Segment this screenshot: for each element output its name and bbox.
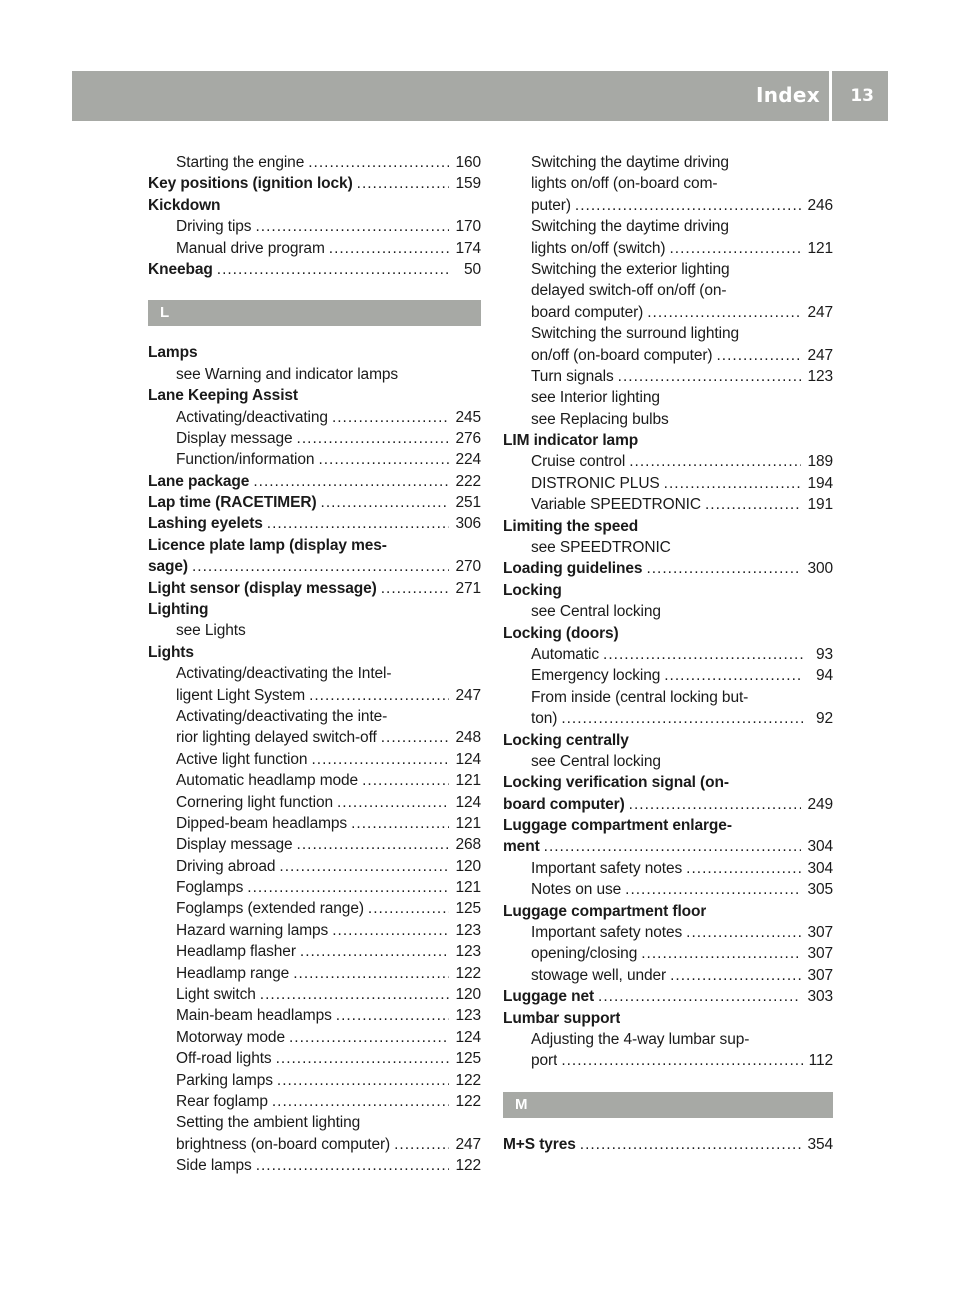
page-reference[interactable]: 246 [807,196,833,214]
entry-label: Headlamp range [176,964,290,982]
index-entry [148,342,481,363]
page-reference[interactable]: 303 [807,988,833,1006]
index-subentry[interactable] [148,238,481,259]
entry-label: Turn signals [531,367,614,385]
page-reference[interactable]: 120 [455,857,481,875]
entry-label: Limiting the speed [503,517,639,535]
entry-label: Emergency locking [531,667,661,685]
index-section-header: L [148,300,481,326]
entry-label: rior lighting delayed switch-off [176,729,377,747]
index-subentry[interactable] [503,665,833,686]
index-subentry [503,537,833,558]
page-reference[interactable]: 304 [807,838,833,856]
page-reference[interactable]: 121 [807,239,833,257]
dot-leader [308,152,449,173]
dot-leader [192,556,449,577]
entry-label: Luggage net [503,988,595,1006]
page-reference[interactable]: 123 [455,921,481,939]
page-reference[interactable]: 270 [455,558,481,576]
entry-label: Switching the daytime driving [531,218,729,236]
dot-leader [647,302,801,323]
dot-leader [332,920,449,941]
index-subentry [503,687,833,708]
page-reference[interactable]: 122 [455,1157,481,1175]
dot-leader [686,858,801,879]
dot-leader [293,963,449,984]
index-subentry[interactable] [503,858,833,879]
dot-leader [318,449,449,470]
page-reference[interactable]: 247 [807,303,833,321]
entry-label: see SPEEDTRONIC [531,539,671,557]
entry-label: Locking (doors) [503,624,619,642]
index-column-left [148,152,481,1177]
index-entry[interactable] [503,794,833,815]
index-subentry[interactable] [503,238,833,259]
page-reference[interactable]: 268 [455,836,481,854]
index-subentry[interactable] [148,449,481,470]
entry-label: Lamps [148,344,198,362]
index-subentry [503,173,833,194]
dot-leader [544,836,802,857]
dot-leader [279,856,449,877]
entry-label: Light switch [176,986,256,1004]
dot-leader [362,770,449,791]
index-entry[interactable] [503,558,833,579]
dot-leader [580,1134,802,1155]
page-reference[interactable]: 122 [455,1093,481,1110]
dot-leader [311,749,449,770]
page-reference[interactable]: 247 [455,686,481,704]
entry-label: Loading guidelines [503,560,643,578]
page-reference[interactable]: 307 [807,945,833,963]
dot-leader [247,877,449,898]
entry-label: Setting the ambient lighting [176,1114,361,1132]
entry-label: Lap time (RACETIMER) [148,494,317,512]
page-reference[interactable]: 306 [455,515,481,533]
index-subentry[interactable] [148,727,481,748]
entry-label: Manual drive program [176,239,325,257]
index-subentry [148,364,481,385]
page-reference[interactable]: 354 [807,1135,833,1153]
page-reference[interactable]: 120 [455,986,481,1004]
index-subentry[interactable] [148,1091,481,1112]
entry-label: Important safety notes [531,924,683,942]
entry-label: lights on/off (switch) [531,239,666,257]
dot-leader [276,1048,450,1069]
index-subentry[interactable] [503,965,833,986]
page-number: 13 [850,86,874,106]
index-subentry[interactable] [503,644,833,665]
index-subentry[interactable] [503,195,833,216]
index-subentry[interactable] [503,345,833,366]
entry-label: board computer) [531,303,644,321]
index-entry[interactable] [148,471,481,492]
index-entry[interactable] [503,837,833,858]
page-reference[interactable]: 307 [807,966,833,984]
index-entry [503,1008,833,1029]
dot-leader [321,492,450,513]
page-reference[interactable]: 125 [455,900,481,918]
page-reference[interactable]: 304 [807,859,833,877]
entry-label: Lighting [148,601,209,619]
index-subentry[interactable] [148,899,481,920]
index-subentry[interactable] [148,216,481,237]
dot-leader [664,665,803,686]
entry-label: Off-road lights [176,1050,272,1068]
index-entry [148,385,481,406]
dot-leader [625,879,801,900]
entry-label: ton) [531,710,558,728]
entry-label: Lights [148,643,194,661]
entry-label: Display message [176,836,293,854]
index-subentry[interactable] [148,685,481,706]
entry-label: Luggage compartment floor [503,902,707,920]
index-subentry [503,601,833,622]
index-subentry[interactable] [503,302,833,323]
index-entry [503,730,833,751]
entry-label: Motorway mode [176,1028,285,1046]
page-reference[interactable]: 93 [815,645,833,663]
page-reference[interactable]: 122 [455,1071,481,1089]
page-reference[interactable]: 174 [455,239,481,257]
index-subentry [503,152,833,173]
dot-leader [598,986,801,1007]
entry-label: brightness (on-board computer) [176,1135,391,1153]
index-entry [503,772,833,793]
index-subentry[interactable] [503,879,833,900]
index-subentry[interactable] [148,856,481,877]
entry-label: Foglamps (extended range) [176,900,364,918]
page-reference[interactable]: 123 [807,367,833,385]
entry-label: Automatic [531,645,600,663]
index-subentry [503,216,833,237]
entry-label: Key positions (ignition lock) [148,175,353,193]
page-reference[interactable]: 245 [455,408,481,426]
page-reference[interactable]: 305 [807,881,833,899]
entry-label: Lane package [148,472,250,490]
index-subentry [503,409,833,430]
index-subentry[interactable] [148,407,481,428]
index-subentry[interactable] [148,792,481,813]
entry-label: DISTRONIC PLUS [531,474,660,492]
index-subentry[interactable] [503,708,833,729]
dot-leader [641,943,801,964]
index-subentry[interactable] [148,1134,481,1155]
page-reference[interactable]: 124 [455,750,481,768]
entry-label: Starting the engine [176,153,305,171]
entry-label: stowage well, under [531,966,667,984]
index-entry[interactable] [148,259,481,280]
entry-label: M+S tyres [503,1135,576,1153]
entry-label: see Central locking [531,752,661,770]
entry-label: Kickdown [148,196,221,214]
page-reference[interactable]: 122 [455,964,481,982]
index-subentry[interactable] [148,877,481,898]
header-divider [829,71,832,121]
index-entry[interactable] [148,578,481,599]
index-subentry[interactable] [148,428,481,449]
page-reference[interactable]: 224 [455,451,481,469]
index-entry[interactable] [503,1134,833,1155]
page-reference[interactable]: 191 [807,496,833,514]
index-entry [503,430,833,451]
index-subentry[interactable] [148,834,481,855]
entry-label: Headlamp flasher [176,943,296,961]
dot-leader [357,173,450,194]
dot-leader [629,451,801,472]
index-subentry[interactable] [148,770,481,791]
entry-label: Activating/deactivating the Intel- [176,665,392,683]
entry-label: Cornering light function [176,793,333,811]
entry-label: Important safety notes [531,859,683,877]
page-reference[interactable]: 121 [455,772,481,790]
entry-label: on/off (on-board computer) [531,346,713,364]
entry-label: Locking verification signal (on- [503,774,729,792]
index-subentry[interactable] [148,941,481,962]
index-subentry[interactable] [148,1155,481,1176]
index-entry[interactable] [148,173,481,194]
dot-leader [670,965,801,986]
dot-leader [260,984,450,1005]
page-reference[interactable]: 112 [808,1052,833,1070]
page-reference[interactable]: 160 [455,153,481,171]
dot-leader [297,834,450,855]
page-reference[interactable]: 189 [807,453,833,471]
dot-leader [394,1134,449,1155]
dot-leader [603,644,803,665]
dot-leader [336,1005,450,1026]
dot-leader [561,1050,802,1071]
entry-label: lights on/off (on-board com- [531,175,718,193]
entry-label: Automatic headlamp mode [176,772,359,790]
dot-leader [272,1091,450,1112]
page-reference[interactable]: 94 [815,667,833,685]
index-subentry[interactable] [148,1005,481,1026]
page-reference[interactable]: 249 [807,795,833,813]
page-reference[interactable]: 170 [455,218,481,236]
index-subentry[interactable] [148,1048,481,1069]
entry-label: Cruise control [531,453,626,471]
index-entry [503,516,833,537]
dot-leader [255,216,449,237]
entry-label: Luggage compartment enlarge- [503,817,732,835]
entry-label: Light sensor (display message) [148,579,377,597]
page-reference[interactable]: 222 [455,472,481,490]
dot-leader [670,238,802,259]
page-reference[interactable]: 194 [807,474,833,492]
page-reference[interactable]: 251 [455,494,481,512]
index-entry [503,901,833,922]
page-reference[interactable]: 124 [455,793,481,811]
entry-label: port [531,1052,558,1070]
dot-leader [381,727,450,748]
page-reference[interactable]: 125 [455,1050,481,1068]
dot-leader [351,813,449,834]
dot-leader [277,1070,450,1091]
dot-leader [575,195,802,216]
index-subentry[interactable] [503,1050,833,1071]
entry-label: sage) [148,558,188,576]
index-subentry[interactable] [503,943,833,964]
index-subentry [148,1112,481,1133]
index-entry[interactable] [148,513,481,534]
index-entry [148,195,481,216]
index-subentry[interactable] [503,451,833,472]
index-subentry [503,751,833,772]
page-reference[interactable]: 307 [807,924,833,942]
entry-label: board computer) [503,795,625,813]
dot-leader [253,471,449,492]
page-reference[interactable]: 50 [463,260,481,278]
dot-leader [332,407,450,428]
entry-label: Variable SPEEDTRONIC [531,496,701,514]
entry-label: delayed switch-off on/off (on- [531,282,727,300]
index-subentry[interactable] [148,152,481,173]
entry-label: Switching the exterior lighting [531,260,730,278]
page-reference[interactable]: 159 [455,175,481,193]
entry-label: Locking centrally [503,731,629,749]
page-reference[interactable]: 92 [815,710,833,728]
page-reference[interactable]: 247 [807,346,833,364]
index-subentry [503,1029,833,1050]
dot-leader [337,792,449,813]
entry-label: Driving tips [176,218,252,236]
page-reference[interactable]: 121 [455,879,481,897]
dot-leader [717,345,802,366]
entry-label: Switching the surround lighting [531,325,739,343]
entry-label: see Replacing bulbs [531,410,669,428]
index-subentry [503,323,833,344]
entry-label: From inside (central locking but- [531,688,749,706]
entry-label: Kneebag [148,260,213,278]
index-subentry [503,259,833,280]
index-subentry[interactable] [148,920,481,941]
dot-leader [267,513,450,534]
entry-label: ment [503,838,540,856]
dot-leader [561,708,803,729]
entry-label: see Warning and indicator lamps [176,365,399,383]
index-subentry[interactable] [148,749,481,770]
index-subentry[interactable] [503,922,833,943]
entry-label: Lashing eyelets [148,515,263,533]
entry-label: Rear foglamp [176,1093,268,1110]
page-reference[interactable]: 121 [455,814,481,832]
index-subentry[interactable] [148,1070,481,1091]
page-title: Index [756,83,820,107]
page-header [72,71,888,121]
entry-label: Lane Keeping Assist [148,387,298,405]
entry-label: Function/information [176,451,315,469]
entry-label: Locking [503,581,562,599]
entry-label: Side lamps [176,1157,252,1175]
entry-label: Switching the daytime driving [531,153,729,171]
entry-label: ligent Light System [176,686,306,704]
entry-label: Notes on use [531,881,622,899]
page-reference[interactable]: 247 [455,1135,481,1153]
index-subentry [148,663,481,684]
page-reference[interactable]: 124 [455,1028,481,1046]
index-subentry[interactable] [503,473,833,494]
dot-leader [256,1155,450,1176]
index-entry[interactable] [503,986,833,1007]
entry-label: Display message [176,429,293,447]
index-subentry[interactable] [148,1027,481,1048]
entry-label: Hazard warning lamps [176,921,329,939]
index-entry [503,580,833,601]
dot-leader [664,473,802,494]
index-section-header: M [503,1092,833,1118]
dot-leader [646,558,801,579]
page-reference[interactable]: 123 [455,1007,481,1025]
entry-label: Parking lamps [176,1071,273,1089]
page-reference[interactable]: 271 [455,579,481,597]
index-entry [503,623,833,644]
entry-label: see Interior lighting [531,389,660,407]
entry-label: Licence plate lamp (display mes- [148,536,387,554]
entry-label: Activating/deactivating [176,408,328,426]
entry-label: LIM indicator lamp [503,432,639,450]
dot-leader [329,238,450,259]
entry-label: Main-beam headlamps [176,1007,332,1025]
entry-label: Dipped-beam headlamps [176,814,348,832]
dot-leader [217,259,451,280]
index-column-right [503,152,833,1155]
index-subentry[interactable] [503,366,833,387]
index-subentry [148,620,481,641]
entry-label: puter) [531,196,571,214]
entry-label: Adjusting the 4-way lumbar sup- [531,1031,750,1048]
dot-leader [381,578,450,599]
dot-leader [309,685,449,706]
entry-label: see Lights [176,622,246,640]
page-reference[interactable]: 248 [455,729,481,747]
page-reference[interactable]: 300 [807,560,833,578]
index-entry [148,535,481,556]
index-entry [148,599,481,620]
index-entry[interactable] [148,556,481,577]
index-subentry [148,706,481,727]
dot-leader [289,1027,449,1048]
dot-leader [368,898,450,919]
page-reference[interactable]: 123 [455,943,481,961]
index-entry [503,815,833,836]
entry-label: Lumbar support [503,1009,621,1027]
entry-label: Foglamps [176,879,244,897]
index-subentry[interactable] [148,813,481,834]
entry-label: Active light function [176,750,308,768]
dot-leader [297,428,450,449]
index-subentry[interactable] [148,963,481,984]
dot-leader [629,794,802,815]
dot-leader [705,494,801,515]
entry-label: Activating/deactivating the inte- [176,707,388,725]
index-entry [148,642,481,663]
index-subentry [503,387,833,408]
dot-leader [686,922,801,943]
index-subentry[interactable] [148,984,481,1005]
index-subentry[interactable] [503,494,833,515]
page-reference[interactable]: 276 [455,429,481,447]
index-entry[interactable] [148,492,481,513]
entry-label: opening/closing [531,945,638,963]
dot-leader [618,366,802,387]
entry-label: Driving abroad [176,857,276,875]
dot-leader [300,941,450,962]
entry-label: see Central locking [531,603,661,621]
index-subentry [503,280,833,301]
